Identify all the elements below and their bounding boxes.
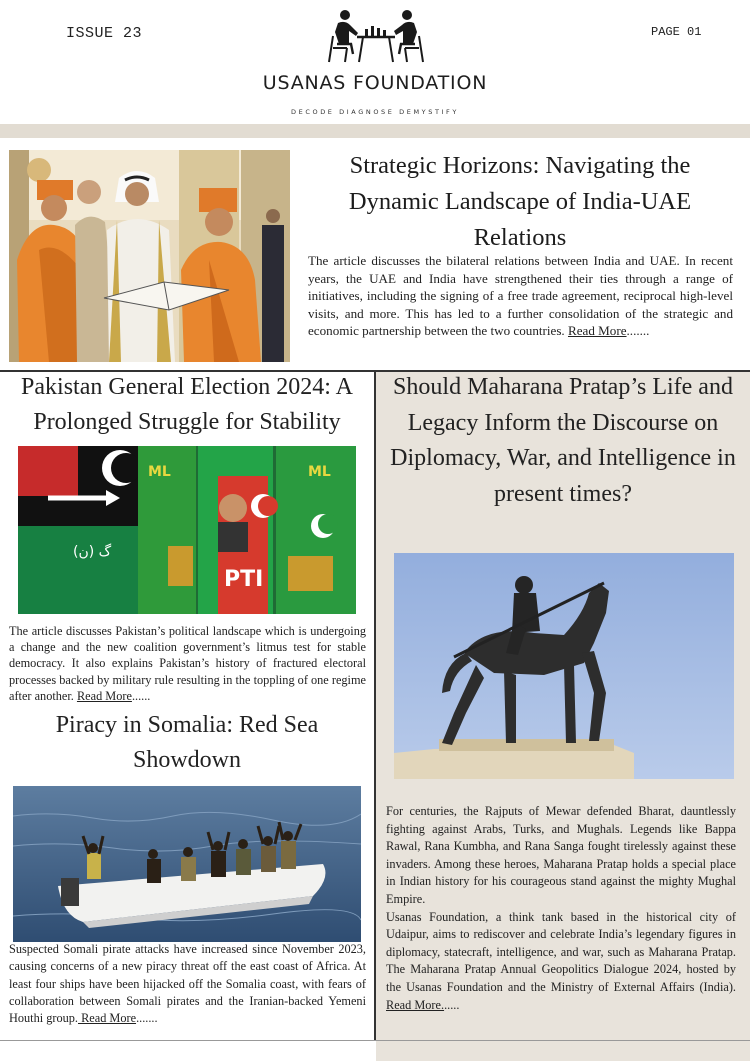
pratap-body-text-2: Usanas Foundation, a think tank based in the historical city of Udaipur, aims to rediscover and celebrate India’s legendary figures in diplomacy, statecraft, intelligence, and war, such as Maharana Pratap. The Maharana Pratap Annual Geopolitics Dialogue 2024, hosted by the Usanas Foundation and the Ministry of External Affairs (India). [386,909,736,994]
pti-text: PTI [224,567,264,592]
pratap-suffix: ..... [444,997,460,1012]
chess-players-logo-icon [323,6,427,64]
svg-text:ML: ML [148,464,171,480]
uae-body-text: The article discusses the bilateral relations between India and UAE. In recent years, the UAE and India have strengthened their ties through a range of initiatives, including the signing of a free trade agreement, reciprocal high-level visits, and more. This has led to a further consolidation of the strategic and economic partnership between the two countries. [308,253,733,339]
somali-pirates-boat-photo [13,786,361,942]
svg-text:(ن) گ: (ن) گ [73,544,112,560]
pakistan-suffix: ...... [131,688,151,703]
column-divider [374,370,376,1040]
somalia-article-body [9,941,366,1027]
india-uae-leaders-photo [9,150,290,362]
pakistan-article-body [9,623,366,704]
pakistan-party-flags-photo [18,446,356,614]
somalia-read-more-link[interactable]: Read More [78,1011,137,1026]
somalia-article-title: Piracy in Somalia: Red Sea Showdown [55,712,319,773]
pakistan-read-more-link[interactable]: Read More [76,688,132,703]
organization-name: USANAS FOUNDATION [262,72,488,94]
uae-read-more-link[interactable]: Read More [567,323,627,339]
page-number: PAGE 01 [651,25,702,39]
tagline: DECODE DIAGNOSE DEMYSTIFY [291,108,459,116]
pakistan-article-title: Pakistan General Election 2024: A Prolonged Struggle for Stability [21,374,353,435]
pratap-article-body [386,803,736,1014]
somalia-suffix: ....... [136,1011,158,1026]
maharana-pratap-statue-photo [394,553,734,779]
uae-article-title: Strategic Horizons: Navigating the Dynamic Landscape of India-UAE Relations [348,152,692,251]
pratap-body-paragraph-1: For centuries, the Rajputs of Mewar defended Bharat, dauntlessly fighting against Arabs, Turks, and Mughals. Legends like Bappa Rawal, Rana Kumbha, and Rana Sanga fought tirelessly against these invaders. Among these heroes, Maharana Pratap holds a special place in Indian history for his courageous stand against the mighty Mughal Empire. [386,804,736,906]
header-band [0,124,750,138]
uae-article-body [308,252,733,340]
pratap-read-more-link[interactable]: Read More. [386,997,445,1012]
pratap-body-paragraph-2 [386,909,736,1015]
uae-suffix: ....... [626,323,650,339]
pakistan-body-text: The article discusses Pakistan’s political landscape which is undergoing a change and the new coalition government’s litmus test for stable democracy. It also explains Pakistan’s history of fractured electoral processes backed by military rule resulting in the toppling of one regime after another. [9,624,366,703]
pratap-article-title: Should Maharana Pratap’s Life and Legacy Inform the Discourse on Diplomacy, War, and Intelligence in present times? [390,374,736,507]
svg-text:ML: ML [308,464,331,480]
footer-divider [0,1040,750,1041]
issue-number: ISSUE 23 [66,25,143,42]
somalia-body-text: Suspected Somali pirate attacks have increased since November 2023, causing concerns of a new piracy threat off the east coast of Africa. At least four ships have been hijacked off the Somalia coast, with fears of collaboration between Somali pirates and the Iranian-backed Yemeni Houthi group. [9,942,366,1026]
